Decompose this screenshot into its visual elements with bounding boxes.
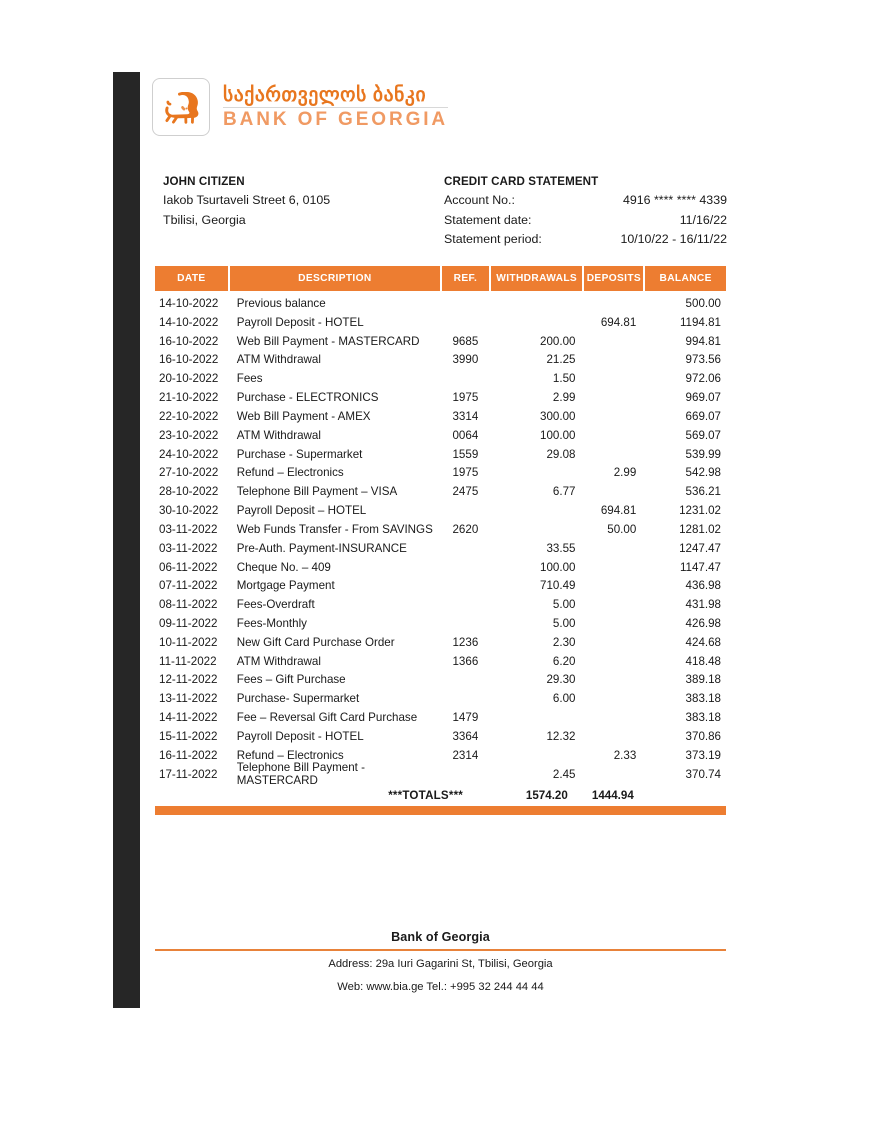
- transaction-description: Purchase- Supermarket: [236, 692, 360, 706]
- transaction-description: Web Bill Payment - MASTERCARD: [236, 334, 420, 348]
- table-row: [155, 501, 726, 520]
- transaction-balance: 1231.02: [679, 504, 722, 518]
- transaction-ref: 1975: [452, 391, 479, 405]
- transaction-date: 03-11-2022: [159, 541, 218, 555]
- statement-period-value: 10/10/22 - 16/11/22: [620, 231, 727, 246]
- transaction-description: Fees-Overdraft: [236, 598, 315, 612]
- transaction-deposit: 694.81: [600, 504, 637, 518]
- transaction-balance: 383.18: [685, 692, 722, 706]
- table-row: [155, 761, 726, 788]
- transaction-withdrawal: 100.00: [540, 560, 576, 574]
- transactions-table: [155, 266, 726, 807]
- transaction-balance: 383.18: [685, 711, 722, 725]
- column-header-description: DESCRIPTION: [230, 266, 440, 291]
- table-row: [155, 708, 726, 727]
- transaction-date: 03-11-2022: [159, 522, 218, 536]
- transaction-balance: 973.56: [685, 353, 722, 367]
- transaction-withdrawal: 21.25: [546, 353, 576, 367]
- transaction-date: 20-10-2022: [159, 372, 219, 386]
- transaction-balance: 389.18: [685, 673, 722, 687]
- table-row: [155, 313, 726, 332]
- column-header-withdrawals: WITHDRAWALS: [491, 266, 583, 291]
- transaction-balance: 431.98: [685, 598, 722, 612]
- transaction-balance: 536.21: [685, 485, 722, 499]
- transaction-description: Payroll Deposit – HOTEL: [236, 504, 367, 518]
- transaction-date: 21-10-2022: [159, 391, 219, 405]
- transaction-date: 17-11-2022: [159, 767, 218, 781]
- customer-name: JOHN CITIZEN: [163, 175, 245, 188]
- transaction-ref: 1975: [452, 466, 479, 480]
- statement-title: CREDIT CARD STATEMENT: [444, 175, 599, 188]
- transaction-description: ATM Withdrawal: [236, 654, 321, 668]
- transaction-date: 24-10-2022: [159, 447, 219, 461]
- account-summary-block: [444, 172, 727, 249]
- transaction-balance: 539.99: [685, 447, 722, 461]
- transaction-description: Fees – Gift Purchase: [236, 673, 346, 687]
- table-row: [155, 369, 726, 388]
- customer-address-line-2: Tbilisi, Georgia: [163, 212, 246, 227]
- transaction-balance: 418.48: [685, 654, 722, 668]
- transaction-balance: 1147.47: [679, 560, 722, 574]
- transaction-withdrawal: 5.00: [552, 616, 576, 630]
- transaction-ref: 3364: [452, 729, 479, 743]
- column-header-balance: BALANCE: [645, 266, 726, 291]
- transaction-description: Cheque No. – 409: [236, 560, 331, 574]
- transaction-withdrawal: 2.99: [552, 391, 576, 405]
- transaction-description: Purchase - Supermarket: [236, 447, 363, 461]
- transaction-date: 16-10-2022: [159, 334, 219, 348]
- transaction-date: 23-10-2022: [159, 428, 219, 442]
- statement-period-label: Statement period:: [444, 231, 542, 246]
- transaction-date: 14-11-2022: [159, 711, 218, 725]
- transaction-balance: 972.06: [685, 372, 722, 386]
- bank-logo: [152, 78, 448, 136]
- transaction-ref: 2475: [452, 485, 479, 499]
- transaction-description: Web Funds Transfer - From SAVINGS: [236, 522, 433, 536]
- lion-emblem-icon: [152, 78, 210, 136]
- table-row: [155, 595, 726, 614]
- transaction-date: 06-11-2022: [159, 560, 218, 574]
- statement-date-row: [444, 211, 727, 230]
- transaction-date: 11-11-2022: [159, 654, 217, 668]
- totals-deposits: 1444.94: [591, 789, 634, 803]
- column-header-deposits: DEPOSITS: [584, 266, 643, 291]
- transaction-balance: 500.00: [685, 296, 722, 310]
- customer-address-line-1: Iakob Tsurtaveli Street 6, 0105: [163, 193, 331, 208]
- transaction-description: New Gift Card Purchase Order: [236, 635, 395, 649]
- left-accent-bar: [113, 72, 140, 1008]
- table-row: [155, 689, 726, 708]
- table-row: [155, 671, 726, 690]
- transaction-deposit: 2.33: [613, 748, 637, 762]
- table-row: [155, 426, 726, 445]
- transaction-balance: 542.98: [685, 466, 722, 480]
- transaction-ref: 2620: [452, 522, 479, 536]
- table-row: [155, 482, 726, 501]
- statement-period-row: [444, 230, 727, 249]
- transaction-description: Telephone Bill Payment - MASTERCARD: [236, 761, 365, 788]
- transaction-withdrawal: 710.49: [540, 579, 576, 593]
- table-body: [155, 294, 726, 788]
- transaction-balance: 569.07: [685, 428, 722, 442]
- page-footer: [155, 930, 726, 998]
- table-row: [155, 294, 726, 313]
- transaction-date: 14-10-2022: [159, 315, 219, 329]
- transaction-description: Fee – Reversal Gift Card Purchase: [236, 711, 418, 725]
- transaction-balance: 669.07: [685, 409, 722, 423]
- transaction-date: 08-11-2022: [159, 598, 218, 612]
- transaction-ref: 1559: [452, 447, 479, 461]
- transaction-date: 28-10-2022: [159, 485, 219, 499]
- logo-divider: [223, 107, 448, 108]
- transaction-withdrawal: 29.30: [546, 673, 576, 687]
- table-row: [155, 332, 726, 351]
- transaction-date: 10-11-2022: [159, 635, 218, 649]
- transaction-balance: 426.98: [685, 616, 722, 630]
- transaction-ref: 3314: [452, 409, 479, 423]
- transaction-date: 09-11-2022: [159, 616, 218, 630]
- transaction-withdrawal: 200.00: [540, 334, 576, 348]
- table-row: [155, 407, 726, 426]
- transaction-description: Pre-Auth. Payment-INSURANCE: [236, 541, 407, 555]
- transaction-withdrawal: 12.32: [546, 729, 576, 743]
- transaction-description: Refund – Electronics: [236, 748, 344, 762]
- transaction-date: 16-11-2022: [159, 748, 218, 762]
- transaction-ref: 3990: [452, 353, 479, 367]
- transaction-withdrawal: 5.00: [552, 598, 576, 612]
- transaction-ref: 1366: [452, 654, 479, 668]
- bank-name-english: BANK OF GEORGIA: [223, 109, 449, 131]
- statement-date-value: 11/16/22: [679, 212, 727, 227]
- transaction-description: Refund – Electronics: [236, 466, 344, 480]
- table-row: [155, 558, 726, 577]
- bank-logo-text: [223, 83, 448, 132]
- transaction-balance: 1194.81: [679, 315, 722, 329]
- table-row: [155, 727, 726, 746]
- account-number-label: Account No.:: [444, 193, 515, 208]
- table-row: [155, 633, 726, 652]
- customer-address-block: [163, 172, 330, 230]
- table-row: [155, 614, 726, 633]
- bank-name-georgian: საქართველოს ბანკი: [223, 83, 427, 106]
- transaction-balance: 436.98: [685, 579, 722, 593]
- transaction-description: Fees-Monthly: [236, 616, 307, 630]
- footer-bank-name: Bank of Georgia: [391, 930, 490, 944]
- transaction-balance: 370.74: [685, 767, 722, 781]
- transaction-date: 30-10-2022: [159, 504, 219, 518]
- transaction-ref: 2314: [452, 748, 479, 762]
- transaction-description: Previous balance: [236, 296, 326, 310]
- transaction-description: ATM Withdrawal: [236, 428, 321, 442]
- transaction-deposit: 50.00: [607, 522, 637, 536]
- transaction-ref: 1479: [452, 711, 479, 725]
- transaction-withdrawal: 2.30: [552, 635, 576, 649]
- transaction-ref: 0064: [452, 428, 479, 442]
- transaction-date: 22-10-2022: [159, 409, 219, 423]
- transaction-withdrawal: 1.50: [552, 372, 576, 386]
- table-row: [155, 445, 726, 464]
- account-number-row: [444, 191, 727, 210]
- table-bottom-accent-bar: [155, 806, 726, 815]
- totals-withdrawals: 1574.20: [525, 789, 568, 803]
- transaction-deposit: 694.81: [600, 315, 637, 329]
- transaction-date: 13-11-2022: [159, 692, 218, 706]
- transaction-balance: 1247.47: [679, 541, 722, 555]
- transaction-date: 12-11-2022: [159, 673, 218, 687]
- transaction-balance: 370.86: [685, 729, 722, 743]
- table-row: [155, 652, 726, 671]
- transaction-description: Mortgage Payment: [236, 579, 335, 593]
- transaction-description: Purchase - ELECTRONICS: [236, 391, 379, 405]
- transaction-withdrawal: 6.00: [552, 692, 576, 706]
- transaction-withdrawal: 29.08: [546, 447, 576, 461]
- transaction-description: Telephone Bill Payment – VISA: [236, 485, 398, 499]
- column-header-date: DATE: [155, 266, 228, 291]
- footer-contact: Web: www.bia.ge Tel.: +995 32 244 44 44: [337, 981, 544, 994]
- table-row: [155, 520, 726, 539]
- transaction-date: 27-10-2022: [159, 466, 219, 480]
- transaction-description: Web Bill Payment - AMEX: [236, 409, 371, 423]
- transaction-withdrawal: 33.55: [546, 541, 576, 555]
- transaction-withdrawal: 2.45: [552, 767, 576, 781]
- transaction-ref: 9685: [452, 334, 479, 348]
- totals-row: [155, 785, 726, 807]
- statement-date-label: Statement date:: [444, 212, 532, 227]
- transaction-ref: 1236: [452, 635, 479, 649]
- transaction-withdrawal: 100.00: [540, 428, 576, 442]
- transaction-description: Payroll Deposit - HOTEL: [236, 315, 364, 329]
- transaction-balance: 424.68: [685, 635, 722, 649]
- transaction-balance: 1281.02: [679, 522, 722, 536]
- table-row: [155, 463, 726, 482]
- transaction-withdrawal: 6.20: [552, 654, 576, 668]
- totals-label: ***TOTALS***: [388, 789, 463, 803]
- table-row: [155, 539, 726, 558]
- transaction-description: Payroll Deposit - HOTEL: [236, 729, 364, 743]
- table-row: [155, 388, 726, 407]
- transaction-date: 07-11-2022: [159, 579, 218, 593]
- transaction-withdrawal: 6.77: [552, 485, 576, 499]
- account-number-value: 4916 **** **** 4339: [622, 193, 727, 208]
- footer-address: Address: 29a Iuri Gagarini St, Tbilisi, Georgia: [328, 957, 553, 970]
- transaction-balance: 969.07: [685, 391, 722, 405]
- table-header-row: [155, 266, 726, 291]
- transaction-description: ATM Withdrawal: [236, 353, 321, 367]
- transaction-date: 14-10-2022: [159, 296, 219, 310]
- transaction-deposit: 2.99: [613, 466, 637, 480]
- transaction-date: 16-10-2022: [159, 353, 219, 367]
- table-row: [155, 350, 726, 369]
- transaction-balance: 994.81: [685, 334, 722, 348]
- column-header-ref: REF.: [442, 266, 489, 291]
- transaction-date: 15-11-2022: [159, 729, 218, 743]
- table-row: [155, 576, 726, 595]
- transaction-withdrawal: 300.00: [540, 409, 576, 423]
- transaction-balance: 373.19: [685, 748, 722, 762]
- transaction-description: Fees: [236, 372, 263, 386]
